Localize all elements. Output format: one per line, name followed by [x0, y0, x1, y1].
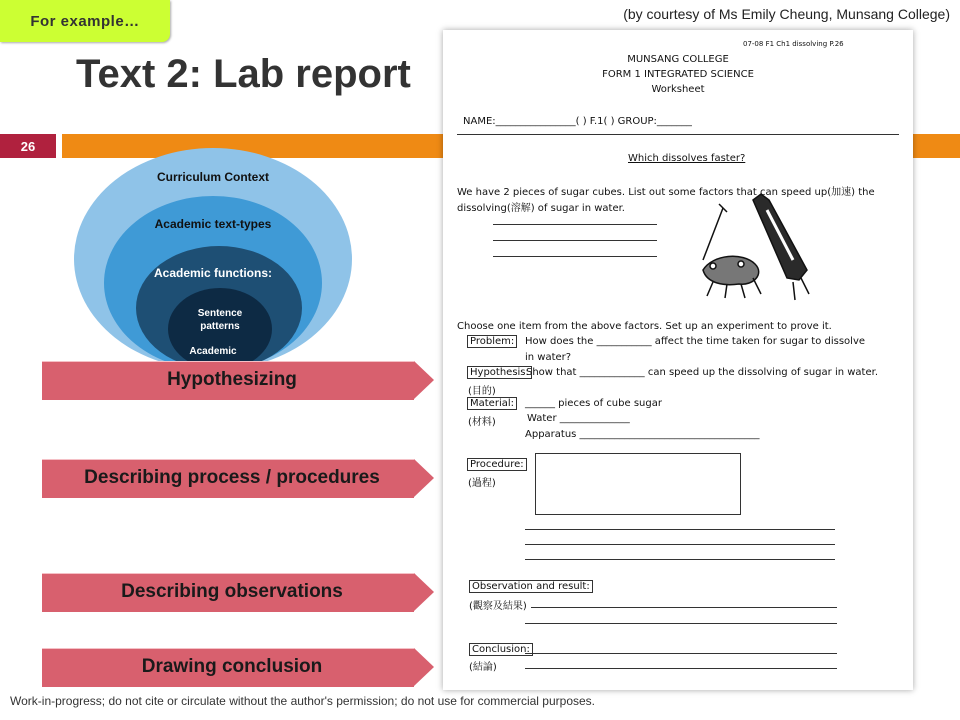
page-number: 26: [0, 134, 56, 158]
worksheet-name-line: NAME:________________( ) F.1( ) GROUP:_______: [463, 116, 692, 127]
problem-text-2: in water?: [525, 352, 572, 363]
ring-label-sentence: Sentence patterns: [197, 308, 243, 332]
conclusion-cn: (結論): [469, 662, 497, 673]
worksheet-question: Which dissolves faster?: [628, 153, 746, 164]
worksheet-intro-1: We have 2 pieces of sugar cubes. List out some factors that can speed up(加速) the: [457, 187, 875, 198]
problem-text-1: How does the ___________ affect the time taken for sugar to dissolve: [525, 336, 866, 347]
problem-label: Problem:: [467, 335, 517, 348]
hypothesis-cn: (目的): [468, 386, 496, 397]
answer-line: [493, 240, 657, 241]
procedure-box: [535, 453, 741, 515]
ring-label-academic: Academic: [189, 346, 237, 357]
function-arrow-conclusion: [42, 648, 422, 686]
worksheet-type: Worksheet: [651, 84, 705, 95]
worksheet-school: MUNSANG COLLEGE: [627, 54, 729, 65]
material-1: ______ pieces of cube sugar: [525, 398, 662, 409]
ring-label-functions: Academic functions:: [153, 266, 273, 280]
example-tab: For example…: [0, 0, 170, 42]
answer-line: [493, 256, 657, 257]
function-arrow-observations: [42, 573, 422, 611]
answer-line: [525, 653, 837, 654]
nested-context-diagram: [74, 148, 352, 370]
answer-line: [525, 544, 835, 545]
function-label: Describing process / procedures: [84, 467, 380, 488]
material-3: Apparatus ____________________________________: [525, 429, 760, 440]
observation-label: Observation and result:: [469, 580, 593, 593]
worksheet-form: FORM 1 INTEGRATED SCIENCE: [602, 69, 754, 80]
function-label: Drawing conclusion: [141, 656, 323, 677]
ring-label-text-types: Academic text-types: [154, 217, 272, 231]
slide-title: Text 2: Lab report: [76, 52, 411, 96]
hypothesis-label: Hypothesis:: [467, 366, 532, 379]
worksheet-intro-2: dissolving(溶解) of sugar in water.: [457, 203, 625, 214]
procedure-cn: (過程): [468, 478, 496, 489]
material-label: Material:: [467, 397, 517, 410]
ring-label-curriculum: Curriculum Context: [156, 170, 269, 184]
hypothesis-text: Show that _____________ can speed up the dissolving of sugar in water.: [526, 367, 878, 378]
answer-line: [525, 559, 835, 560]
material-cn: (材料): [468, 417, 496, 428]
function-arrow-procedures: [42, 459, 422, 497]
answer-line: [525, 529, 835, 530]
answer-line: [531, 607, 837, 608]
lab-report-worksheet: [443, 30, 913, 690]
procedure-label: Procedure:: [467, 458, 527, 471]
answer-line: [493, 224, 657, 225]
footer-disclaimer: Work-in-progress; do not cite or circulate without the author's permission; do not use for commercial purposes.: [10, 694, 595, 708]
worksheet-ref: 07-08 F1 Ch1 dissolving P.26: [743, 40, 844, 48]
function-arrow-hypothesizing: [42, 361, 422, 399]
sugar-cartoon-illustration: [683, 190, 833, 305]
answer-line: [525, 623, 837, 624]
conclusion-label: Conclusion:: [469, 643, 533, 656]
function-label: Describing observations: [121, 581, 343, 602]
observation-cn: (觀察及結果): [469, 601, 527, 612]
worksheet-choose: Choose one item from the above factors. Set up an experiment to prove it.: [457, 321, 832, 332]
material-2: Water ______________: [527, 413, 630, 424]
function-label: Hypothesizing: [167, 369, 297, 390]
answer-line: [525, 668, 837, 669]
courtesy-note: (by courtesy of Ms Emily Cheung, Munsang College): [623, 6, 950, 22]
divider: [457, 134, 899, 135]
